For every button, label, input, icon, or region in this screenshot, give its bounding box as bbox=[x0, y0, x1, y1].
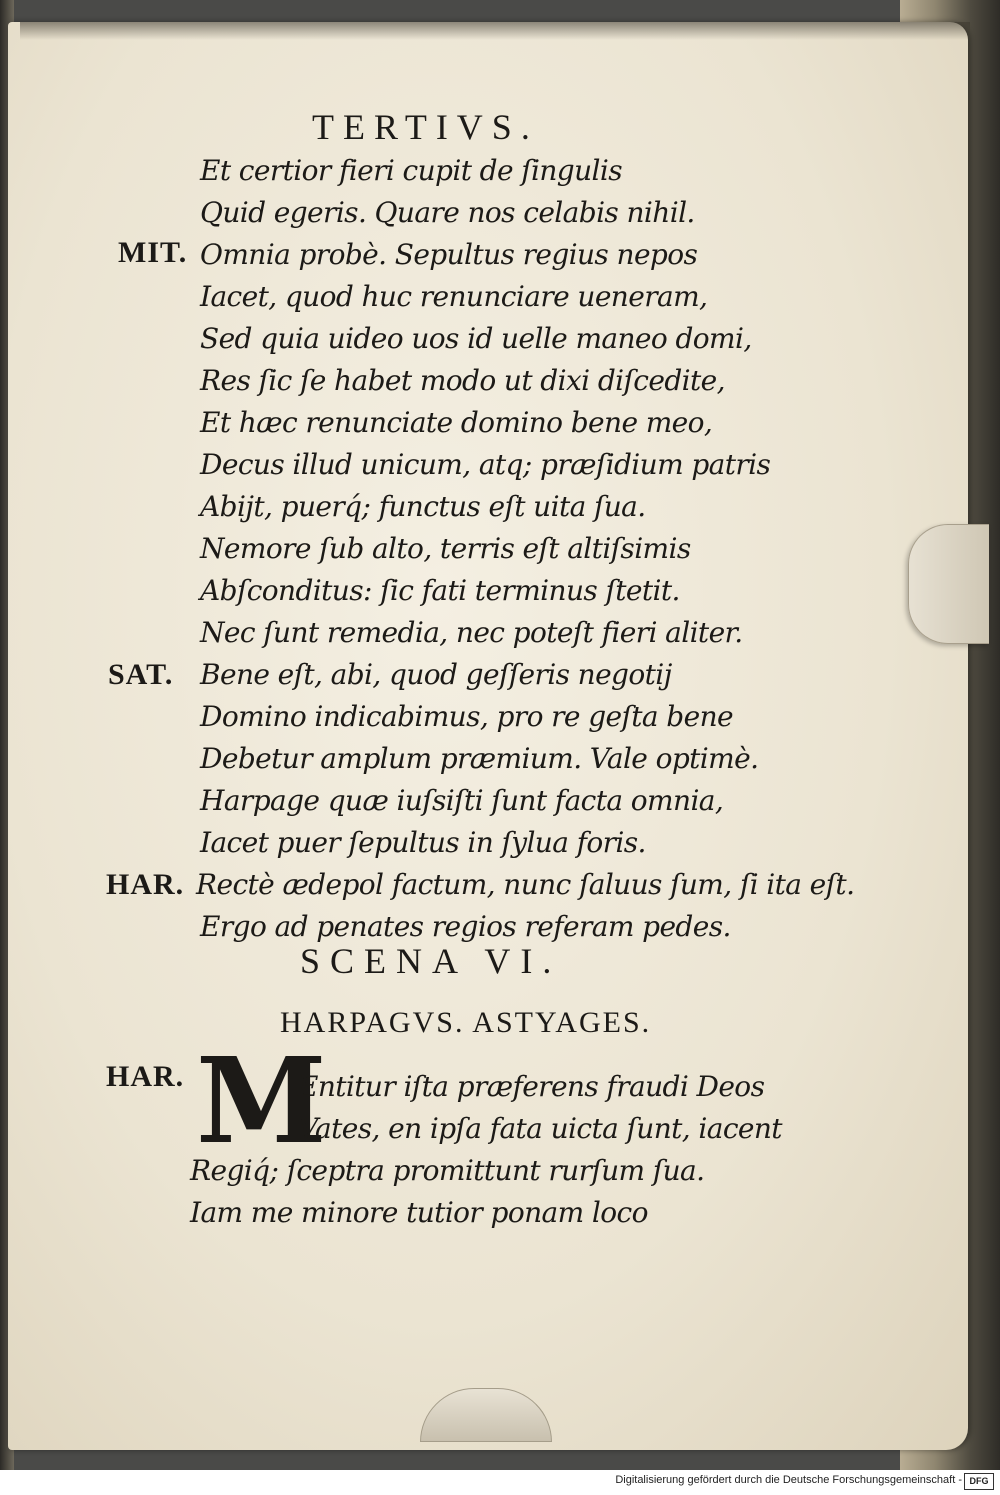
speaker-label: HAR. bbox=[106, 1060, 185, 1093]
verse-line: Nec ſunt remedia, nec poteſt fieri aliter. bbox=[200, 616, 743, 649]
verse-line: Decus illud unicum, atq; præſidium patris bbox=[200, 448, 771, 481]
page-clip-right bbox=[908, 524, 989, 644]
running-header: TERTIVS. bbox=[312, 107, 539, 147]
verse-line: Et hæc renunciate domino bene meo, bbox=[200, 406, 713, 439]
speaker-label: SAT. bbox=[108, 658, 174, 691]
verse-line: Regiq́; ſceptra promittunt rurſum ſua. bbox=[190, 1154, 705, 1187]
verse-line: Iam me minore tutior ponam loco bbox=[190, 1196, 648, 1229]
verse-line: Res ſic ſe habet modo ut dixi diſcedite, bbox=[200, 364, 725, 397]
verse-line: Iacet, quod huc renunciare ueneram, bbox=[200, 280, 708, 313]
verse-line: Bene eſt, abi, quod geſſeris negotij bbox=[200, 658, 672, 691]
verse-line: Sed quia uideo uos id uelle maneo domi, bbox=[200, 322, 752, 355]
verse-line: Ergo ad penates regios referam pedes. bbox=[200, 910, 731, 943]
verse-line: Vates, en ipſa fata uicta ſunt, iacent bbox=[298, 1112, 782, 1145]
verse-line: Iacet puer ſepultus in ſylua foris. bbox=[200, 826, 646, 859]
verse-line: Rectè ædepol factum, nunc ſaluus ſum, ſi ita eſt. bbox=[196, 868, 855, 901]
funding-credit: Digitalisierung gefördert durch die Deutsche Forschungsgemeinschaft - bbox=[615, 1474, 962, 1486]
scene-heading: SCENA VI. bbox=[300, 941, 562, 981]
page-top-shadow bbox=[20, 22, 970, 40]
speaker-label: HAR. bbox=[106, 868, 185, 901]
verse-line: Entitur iſta præferens fraudi Deos bbox=[298, 1070, 765, 1103]
verse-line: Omnia probè. Sepultus regius nepos bbox=[200, 238, 698, 271]
speaker-label: MIT. bbox=[118, 236, 188, 269]
verse-line: Quid egeris. Quare nos celabis nihil. bbox=[200, 196, 695, 229]
verse-line: Harpage quæ iuſsiſti ſunt facta omnia, bbox=[200, 784, 724, 817]
verse-line: Et certior fieri cupit de ſingulis bbox=[200, 154, 623, 187]
verse-line: Abſconditus: ſic fati terminus ſtetit. bbox=[200, 574, 680, 607]
scene-persons: HARPAGVS. ASTYAGES. bbox=[280, 1006, 652, 1039]
verse-line: Abijt, puerq́; functus eſt uita ſua. bbox=[200, 490, 646, 523]
verse-line: Domino indicabimus, pro re geſta bene bbox=[200, 700, 734, 733]
verse-line: Debetur amplum præmium. Vale optimè. bbox=[200, 742, 759, 775]
dfg-logo: DFG bbox=[964, 1473, 994, 1490]
drop-capital: M bbox=[196, 1031, 327, 1170]
verse-line: Nemore ſub alto, terris eſt altiſsimis bbox=[200, 532, 691, 565]
